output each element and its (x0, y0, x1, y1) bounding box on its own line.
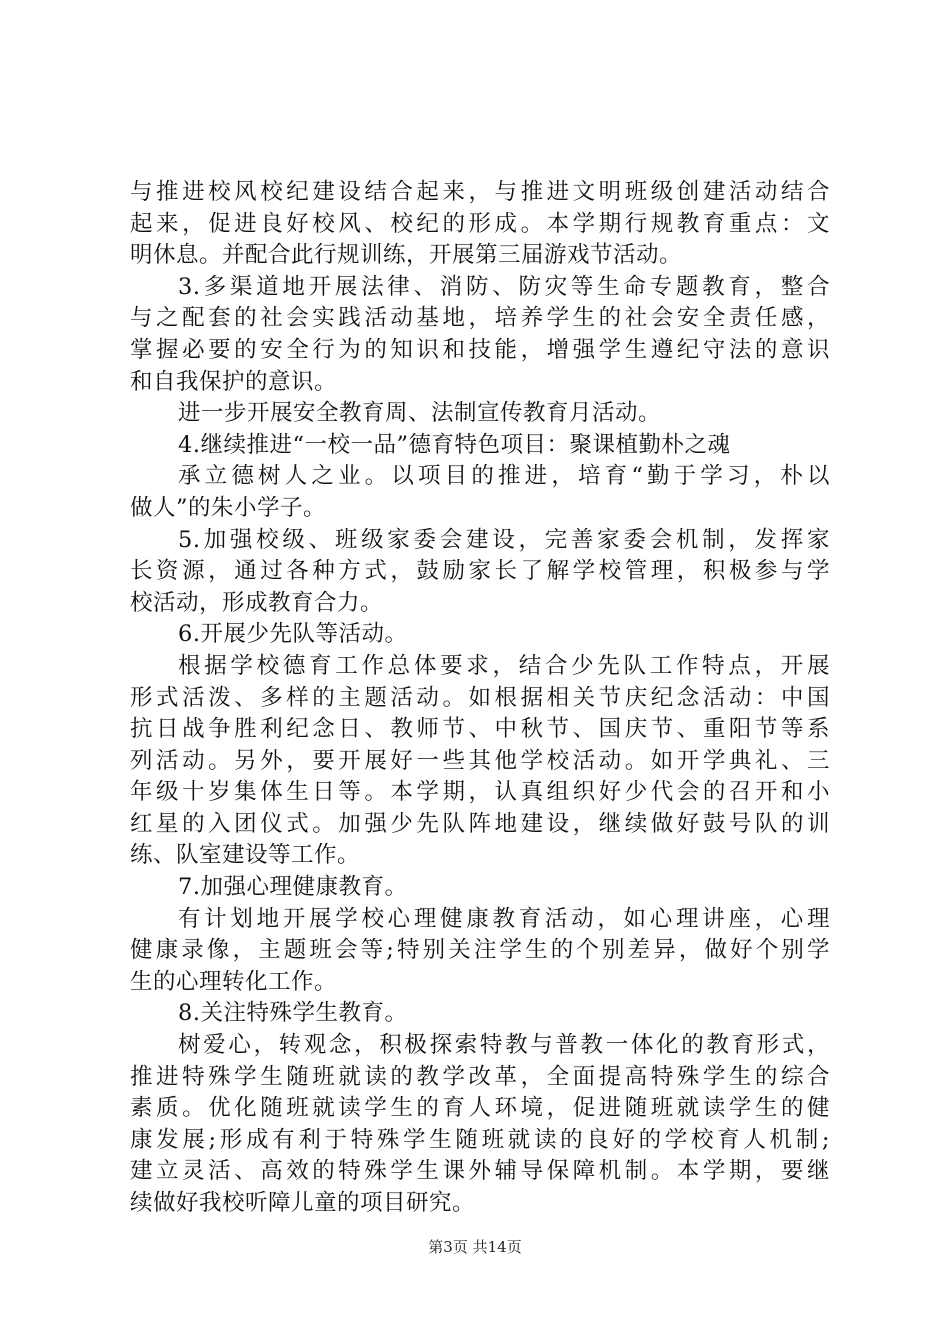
page-footer: 第3页 共14页 (428, 1238, 522, 1256)
text-line: 4.继续推进“一校一品”德育特色项目：聚课植勤朴之魂 (178, 431, 731, 458)
text-line: 长资源，通过各种方式，鼓励家长了解学校管理，积极参与学 (130, 558, 830, 585)
text-line: 7.加强心理健康教育。 (178, 874, 408, 901)
text-line: 起来，促进良好校风、校纪的形成。本学期行规教育重点：文 (130, 210, 830, 237)
text-line: 推进特殊学生随班就读的教学改革，全面提高特殊学生的综合 (130, 1063, 830, 1090)
text-line: 8.关注特殊学生教育。 (178, 1000, 408, 1027)
text-line: 与之配套的社会实践活动基地，培养学生的社会安全责任感， (130, 305, 830, 332)
text-line: 5.加强校级、班级家委会建设，完善家委会机制，发挥家 (178, 526, 830, 553)
text-line: 进一步开展安全教育周、法制宣传教育月活动。 (178, 400, 662, 427)
text-line: 形式活泼、多样的主题活动。如根据相关节庆纪念活动：中国 (130, 684, 830, 711)
text-line: 校活动，形成教育合力。 (130, 589, 384, 616)
text-line: 做人”的朱小学子。 (130, 494, 327, 521)
text-line: 年级十岁集体生日等。本学期，认真组织好少代会的召开和小 (130, 779, 830, 806)
text-line: 掌握必要的安全行为的知识和技能，增强学生遵纪守法的意识 (130, 336, 830, 363)
text-line: 3.多渠道地开展法律、消防、防灾等生命专题教育，整合 (178, 273, 830, 300)
text-line: 康发展;形成有利于特殊学生随班就读的良好的学校育人机制; (130, 1126, 830, 1153)
text-line: 抗日战争胜利纪念日、教师节、中秋节、国庆节、重阳节等系 (130, 716, 830, 743)
text-line: 建立灵活、高效的特殊学生课外辅导保障机制。本学期，要继 (130, 1158, 830, 1185)
text-line: 红星的入团仪式。加强少先队阵地建设，继续做好鼓号队的训 (130, 810, 830, 837)
text-line: 和自我保护的意识。 (130, 368, 338, 395)
text-line: 有计划地开展学校心理健康教育活动，如心理讲座，心理 (178, 905, 830, 932)
text-line: 与推进校风校纪建设结合起来，与推进文明班级创建活动结合 (130, 179, 830, 205)
text-line: 续做好我校听障儿童的项目研究。 (130, 1190, 476, 1216)
text-line: 承立德树人之业。以项目的推进，培育“勤于学习，朴以 (178, 463, 830, 490)
text-line: 树爱心，转观念，积极探索特教与普教一体化的教育形式， (178, 1032, 830, 1059)
text-line: 根据学校德育工作总体要求，结合少先队工作特点，开展 (178, 652, 830, 679)
text-line: 生的心理转化工作。 (130, 968, 338, 995)
body-text (130, 177, 830, 1220)
text-line: 练、队室建设等工作。 (130, 842, 361, 869)
text-line: 健康录像，主题班会等;特别关注学生的个别差异，做好个别学 (130, 937, 830, 964)
text-line: 素质。优化随班就读学生的育人环境，促进随班就读学生的健 (130, 1095, 830, 1122)
text-line: 6.开展少先队等活动。 (178, 621, 408, 648)
text-line: 列活动。另外，要开展好一些其他学校活动。如开学典礼、三 (130, 747, 830, 774)
text-line: 明休息。并配合此行规训练，开展第三届游戏节活动。 (130, 242, 683, 269)
